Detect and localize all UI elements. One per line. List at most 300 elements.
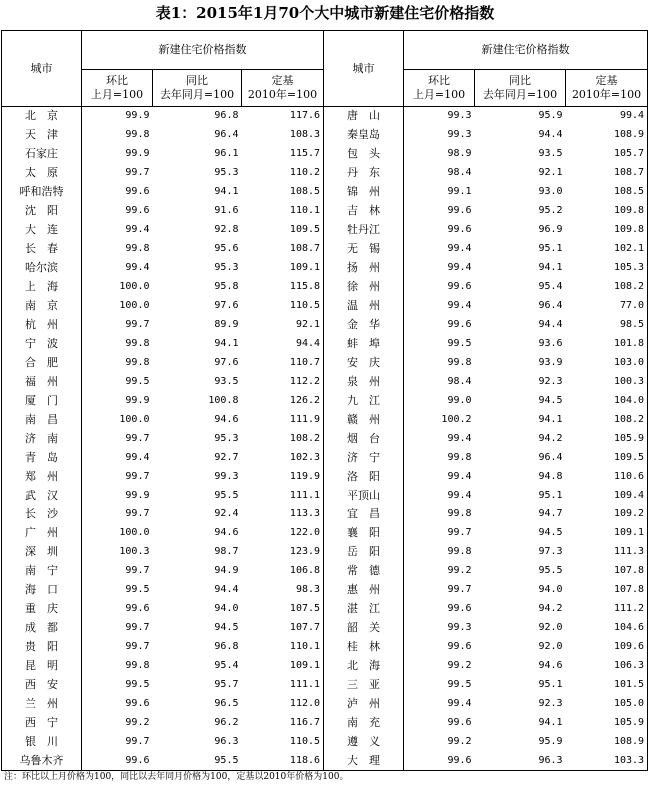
left-city-cell: 南 昌 xyxy=(2,410,82,429)
right-yoy-cell: 97.3 xyxy=(538,546,563,558)
left-yoy-cell: 99.3 xyxy=(214,470,239,482)
left-base-cell: 111.9 xyxy=(242,410,324,429)
right-city-cell: 遵 义 xyxy=(324,732,404,751)
left-city-cell: 西 宁 xyxy=(2,714,82,733)
left-city-cell: 海 口 xyxy=(2,581,82,600)
right-yoy-cell: 94.5 xyxy=(538,394,563,406)
right-city-cell: 温 州 xyxy=(324,297,404,316)
right-mom-cell: 99.3 xyxy=(447,129,472,141)
right-base-cell: 102.1 xyxy=(566,240,648,259)
table-row xyxy=(2,315,648,334)
right-base-cell: 101.5 xyxy=(566,676,648,695)
right-base-cell: 109.2 xyxy=(566,505,648,524)
left-yoy-cell: 95.3 xyxy=(214,262,239,274)
right-mom-cell: 99.7 xyxy=(447,584,472,596)
right-yoy-cell: 95.1 xyxy=(538,489,563,501)
left-base-cell: 106.8 xyxy=(242,562,324,581)
right-city-cell: 桂 林 xyxy=(324,638,404,657)
right-mom-cell: 98.4 xyxy=(447,375,472,387)
left-base-cell: 92.1 xyxy=(242,315,324,334)
left-base-cell: 108.5 xyxy=(242,183,324,202)
right-mom-cell: 99.8 xyxy=(447,451,472,463)
table-row xyxy=(2,145,648,164)
left-yoy-cell: 96.2 xyxy=(214,716,239,728)
left-yoy-cell: 92.7 xyxy=(214,451,239,463)
right-city-cell: 平顶山 xyxy=(324,486,404,505)
right-base-cell: 107.8 xyxy=(566,581,648,600)
left-city-cell: 长 沙 xyxy=(2,505,82,524)
left-mom-cell: 99.5 xyxy=(125,584,150,596)
left-city-cell: 贵 阳 xyxy=(2,638,82,657)
left-yoy-cell: 92.4 xyxy=(214,508,239,520)
table-row xyxy=(2,638,648,657)
left-base-cell: 110.1 xyxy=(242,638,324,657)
right-yoy-cell: 96.3 xyxy=(475,751,566,770)
right-city-cell: 襄 阳 xyxy=(324,524,404,543)
table-row xyxy=(2,429,648,448)
left-city-cell: 成 都 xyxy=(2,619,82,638)
left-yoy-cell: 94.5 xyxy=(214,622,239,634)
left-yoy-cell: 95.3 xyxy=(214,432,239,444)
right-city-cell: 徐 州 xyxy=(324,278,404,297)
left-base-cell: 108.7 xyxy=(242,240,324,259)
right-yoy-cell: 94.2 xyxy=(538,432,563,444)
table-row xyxy=(2,353,648,372)
right-base-cell: 108.5 xyxy=(566,183,648,202)
left-mom-cell: 99.7 xyxy=(125,508,150,520)
left-city-cell: 天 津 xyxy=(2,126,82,145)
right-yoy-cell: 95.1 xyxy=(538,679,563,691)
right-yoy-cell: 94.5 xyxy=(538,527,563,539)
left-city-cell: 郑 州 xyxy=(2,467,82,486)
right-base-cell: 109.1 xyxy=(566,524,648,543)
right-city-cell: 包 头 xyxy=(324,145,404,164)
right-mom-cell: 99.6 xyxy=(447,281,472,293)
left-city-cell: 合 肥 xyxy=(2,353,82,372)
left-base-cell: 126.2 xyxy=(242,391,324,410)
right-city-cell: 扬 州 xyxy=(324,259,404,278)
left-yoy-cell: 94.1 xyxy=(214,337,239,349)
left-mom-cell: 99.2 xyxy=(125,716,150,728)
table-row xyxy=(2,164,648,183)
right-mom-cell: 99.2 xyxy=(447,565,472,577)
city-header-left: 城市 xyxy=(2,31,82,107)
right-yoy-cell: 92.3 xyxy=(538,375,563,387)
right-base-cell: 101.8 xyxy=(566,334,648,353)
left-base-cell: 98.3 xyxy=(242,581,324,600)
left-yoy-cell: 100.8 xyxy=(208,394,239,406)
right-yoy-cell: 92.0 xyxy=(538,641,563,653)
right-base-cell: 109.4 xyxy=(566,486,648,505)
left-mom-cell: 100.0 xyxy=(119,527,150,539)
right-yoy-cell: 94.0 xyxy=(538,584,563,596)
left-base-cell: 115.7 xyxy=(242,145,324,164)
table-row xyxy=(2,448,648,467)
yoy-header-right: 同比 去年同月=100 xyxy=(475,70,566,107)
right-yoy-cell: 96.4 xyxy=(538,451,563,463)
left-yoy-cell: 96.5 xyxy=(214,698,239,710)
left-city-cell: 昆 明 xyxy=(2,657,82,676)
right-mom-cell: 99.2 xyxy=(447,735,472,747)
right-city-cell: 锦 州 xyxy=(324,183,404,202)
right-base-cell: 105.9 xyxy=(566,429,648,448)
left-mom-cell: 99.7 xyxy=(125,622,150,634)
right-mom-cell: 98.4 xyxy=(447,167,472,179)
left-yoy-cell: 94.6 xyxy=(214,527,239,539)
right-yoy-cell: 94.2 xyxy=(538,603,563,615)
right-base-cell: 109.8 xyxy=(566,221,648,240)
left-base-cell: 112.0 xyxy=(242,695,324,714)
left-mom-cell: 99.9 xyxy=(125,110,150,122)
left-yoy-cell: 95.3 xyxy=(214,167,239,179)
right-base-cell: 111.3 xyxy=(566,543,648,562)
left-city-cell: 杭 州 xyxy=(2,315,82,334)
right-city-cell: 大 理 xyxy=(324,751,404,770)
left-base-cell: 116.7 xyxy=(242,714,324,733)
left-mom-cell: 99.6 xyxy=(125,698,150,710)
table-row xyxy=(2,562,648,581)
right-mom-cell: 99.6 xyxy=(447,603,472,615)
right-base-cell: 77.0 xyxy=(566,297,648,316)
left-city-cell: 石家庄 xyxy=(2,145,82,164)
right-yoy-cell: 92.3 xyxy=(538,698,563,710)
left-base-cell: 107.7 xyxy=(242,619,324,638)
right-city-cell: 唐 山 xyxy=(324,107,404,126)
right-base-cell: 108.9 xyxy=(566,732,648,751)
right-base-cell: 109.6 xyxy=(566,638,648,657)
table-row xyxy=(2,695,648,714)
right-mom-cell: 99.3 xyxy=(447,622,472,634)
left-mom-cell: 99.8 xyxy=(125,660,150,672)
left-city-cell: 北 京 xyxy=(2,107,82,126)
table-row xyxy=(2,126,648,145)
right-yoy-cell: 94.1 xyxy=(538,413,563,425)
right-city-cell: 岳 阳 xyxy=(324,543,404,562)
left-base-cell: 111.1 xyxy=(242,486,324,505)
table-row xyxy=(2,259,648,278)
left-base-cell: 108.3 xyxy=(242,126,324,145)
table-row xyxy=(2,391,648,410)
right-base-cell: 105.7 xyxy=(566,145,648,164)
left-yoy-cell: 96.8 xyxy=(214,641,239,653)
left-mom-cell: 99.8 xyxy=(125,243,150,255)
table-row xyxy=(2,486,648,505)
table-row xyxy=(2,581,648,600)
right-mom-cell: 99.4 xyxy=(447,243,472,255)
table-title: 表1：2015年1月70个大中城市新建住宅价格指数 xyxy=(155,4,495,22)
right-city-cell: 泸 州 xyxy=(324,695,404,714)
left-city-cell: 哈尔滨 xyxy=(2,259,82,278)
left-base-cell: 115.8 xyxy=(242,278,324,297)
right-yoy-cell: 92.1 xyxy=(538,167,563,179)
right-yoy-cell: 94.1 xyxy=(538,262,563,274)
left-yoy-cell: 94.1 xyxy=(214,186,239,198)
left-mom-cell: 99.4 xyxy=(125,224,150,236)
right-base-cell: 109.5 xyxy=(566,448,648,467)
right-city-cell: 常 德 xyxy=(324,562,404,581)
left-base-cell: 107.5 xyxy=(242,600,324,619)
left-yoy-cell: 92.8 xyxy=(214,224,239,236)
right-base-cell: 105.0 xyxy=(566,695,648,714)
left-yoy-cell: 94.0 xyxy=(214,603,239,615)
right-yoy-cell: 94.1 xyxy=(538,716,563,728)
table-row xyxy=(2,732,648,751)
right-city-cell: 济 宁 xyxy=(324,448,404,467)
left-base-cell: 110.7 xyxy=(242,353,324,372)
group-header-left: 新建住宅价格指数 xyxy=(82,31,324,70)
table-row xyxy=(2,676,648,695)
left-mom-cell: 99.7 xyxy=(125,432,150,444)
right-city-cell: 湛 江 xyxy=(324,600,404,619)
left-city-cell: 广 州 xyxy=(2,524,82,543)
left-yoy-cell: 96.8 xyxy=(214,110,239,122)
right-mom-cell: 99.6 xyxy=(447,224,472,236)
left-city-cell: 南 京 xyxy=(2,297,82,316)
right-base-cell: 100.3 xyxy=(566,372,648,391)
left-base-cell: 111.1 xyxy=(242,676,324,695)
table-row xyxy=(2,240,648,259)
right-mom-cell: 99.7 xyxy=(447,527,472,539)
left-mom-cell: 99.5 xyxy=(125,375,150,387)
mom-header-left: 环比 上月=100 xyxy=(82,70,153,107)
left-mom-cell: 99.8 xyxy=(125,356,150,368)
left-city-cell: 西 安 xyxy=(2,676,82,695)
left-yoy-cell: 89.9 xyxy=(214,318,239,330)
table-row xyxy=(2,657,648,676)
left-mom-cell: 99.7 xyxy=(125,735,150,747)
left-city-cell: 兰 州 xyxy=(2,695,82,714)
right-yoy-cell: 94.4 xyxy=(538,318,563,330)
left-base-cell: 102.3 xyxy=(242,448,324,467)
left-mom-cell: 99.7 xyxy=(125,318,150,330)
left-yoy-cell: 96.4 xyxy=(214,129,239,141)
left-mom-cell: 99.7 xyxy=(125,167,150,179)
left-mom-cell: 99.6 xyxy=(125,603,150,615)
left-mom-cell: 99.9 xyxy=(125,148,150,160)
right-city-cell: 金 华 xyxy=(324,315,404,334)
left-mom-cell: 100.0 xyxy=(119,281,150,293)
right-mom-cell: 99.1 xyxy=(447,186,472,198)
left-yoy-cell: 93.5 xyxy=(214,375,239,387)
right-mom-cell: 99.3 xyxy=(447,110,472,122)
right-city-cell: 无 锡 xyxy=(324,240,404,259)
left-mom-cell: 100.0 xyxy=(119,413,150,425)
right-yoy-cell: 93.0 xyxy=(538,186,563,198)
left-mom-cell: 99.8 xyxy=(125,337,150,349)
table-row xyxy=(2,751,648,770)
right-yoy-cell: 94.6 xyxy=(538,660,563,672)
right-mom-cell: 99.8 xyxy=(447,546,472,558)
right-city-cell: 宜 昌 xyxy=(324,505,404,524)
right-base-cell: 110.6 xyxy=(566,467,648,486)
right-city-cell: 丹 东 xyxy=(324,164,404,183)
table-row xyxy=(2,372,648,391)
right-mom-cell: 99.8 xyxy=(447,508,472,520)
left-yoy-cell: 97.6 xyxy=(214,300,239,311)
right-mom-cell: 99.6 xyxy=(447,205,472,217)
left-yoy-cell: 95.5 xyxy=(214,489,239,501)
left-city-cell: 宁 波 xyxy=(2,334,82,353)
left-city-cell: 济 南 xyxy=(2,429,82,448)
right-mom-cell: 99.4 xyxy=(447,432,472,444)
right-mom-cell: 99.6 xyxy=(447,318,472,330)
left-base-cell: 118.6 xyxy=(242,751,324,770)
right-mom-cell: 99.4 xyxy=(447,489,472,501)
right-base-cell: 108.2 xyxy=(566,410,648,429)
base-header-left: 定基 2010年=100 xyxy=(242,70,324,107)
right-yoy-cell: 96.4 xyxy=(538,300,563,311)
left-mom-cell: 99.8 xyxy=(125,129,150,141)
right-yoy-cell: 94.4 xyxy=(538,129,563,141)
table-row xyxy=(2,278,648,297)
left-mom-cell: 99.6 xyxy=(125,186,150,198)
left-mom-cell: 99.7 xyxy=(125,470,150,482)
left-city-cell: 南 宁 xyxy=(2,562,82,581)
left-city-cell: 厦 门 xyxy=(2,391,82,410)
left-mom-cell: 99.4 xyxy=(125,451,150,463)
group-header-right: 新建住宅价格指数 xyxy=(404,31,648,70)
left-yoy-cell: 97.6 xyxy=(214,356,239,368)
left-city-cell: 武 汉 xyxy=(2,486,82,505)
table-row xyxy=(2,107,648,126)
right-city-cell: 三 亚 xyxy=(324,676,404,695)
right-yoy-cell: 95.1 xyxy=(538,243,563,255)
right-yoy-cell: 92.0 xyxy=(538,622,563,634)
left-city-cell: 长 春 xyxy=(2,240,82,259)
right-mom-cell: 99.4 xyxy=(447,262,472,274)
right-base-cell: 107.8 xyxy=(566,562,648,581)
right-city-cell: 安 庆 xyxy=(324,353,404,372)
table-row xyxy=(2,334,648,353)
right-base-cell: 105.3 xyxy=(566,259,648,278)
right-mom-cell: 99.4 xyxy=(447,470,472,482)
right-mom-cell: 98.9 xyxy=(447,148,472,160)
right-city-cell: 牡丹江 xyxy=(324,221,404,240)
left-base-cell: 113.3 xyxy=(242,505,324,524)
left-city-cell: 青 岛 xyxy=(2,448,82,467)
right-yoy-cell: 95.2 xyxy=(538,205,563,217)
right-yoy-cell: 93.5 xyxy=(538,148,563,160)
left-base-cell: 109.5 xyxy=(242,221,324,240)
left-city-cell: 乌鲁木齐 xyxy=(2,751,82,770)
right-mom-cell: 99.6 xyxy=(404,751,475,770)
table-row xyxy=(2,202,648,221)
left-yoy-cell: 95.7 xyxy=(214,679,239,691)
right-city-cell: 南 充 xyxy=(324,714,404,733)
left-mom-cell: 99.5 xyxy=(125,679,150,691)
left-yoy-cell: 95.4 xyxy=(214,660,239,672)
right-yoy-cell: 95.9 xyxy=(538,735,563,747)
right-base-cell: 108.7 xyxy=(566,164,648,183)
right-base-cell: 103.0 xyxy=(566,353,648,372)
left-city-cell: 呼和浩特 xyxy=(2,183,82,202)
left-city-cell: 大 连 xyxy=(2,221,82,240)
right-yoy-cell: 95.5 xyxy=(538,565,563,577)
left-mom-cell: 99.6 xyxy=(125,205,150,217)
left-mom-cell: 100.3 xyxy=(119,546,150,558)
footnote: 注：环比以上月价格为100，同比以去年同月价格为100，定基以2010年价格为100。 xyxy=(4,772,349,782)
right-city-cell: 泉 州 xyxy=(324,372,404,391)
left-base-cell: 94.4 xyxy=(242,334,324,353)
left-yoy-cell: 94.4 xyxy=(214,584,239,596)
left-yoy-cell: 95.5 xyxy=(153,751,242,770)
right-base-cell: 108.9 xyxy=(566,126,648,145)
right-base-cell: 108.2 xyxy=(566,278,648,297)
right-yoy-cell: 95.4 xyxy=(538,281,563,293)
left-mom-cell: 99.7 xyxy=(125,565,150,577)
right-yoy-cell: 96.9 xyxy=(538,224,563,236)
right-yoy-cell: 95.9 xyxy=(538,110,563,122)
left-base-cell: 117.6 xyxy=(242,107,324,126)
table-row xyxy=(2,221,648,240)
yoy-header-left: 同比 去年同月=100 xyxy=(153,70,242,107)
table-row xyxy=(2,467,648,486)
right-base-cell: 98.5 xyxy=(566,315,648,334)
left-mom-cell: 100.0 xyxy=(119,300,150,311)
left-yoy-cell: 96.3 xyxy=(214,735,239,747)
right-city-cell: 蚌 埠 xyxy=(324,334,404,353)
right-city-cell: 秦皇岛 xyxy=(324,126,404,145)
left-yoy-cell: 91.6 xyxy=(214,205,239,217)
base-header-right: 定基 2010年=100 xyxy=(566,70,648,107)
right-mom-cell: 100.2 xyxy=(441,413,472,425)
left-city-cell: 重 庆 xyxy=(2,600,82,619)
right-mom-cell: 99.6 xyxy=(447,641,472,653)
right-city-cell: 北 海 xyxy=(324,657,404,676)
right-yoy-cell: 93.9 xyxy=(538,356,563,368)
right-mom-cell: 99.0 xyxy=(447,394,472,406)
left-base-cell: 109.1 xyxy=(242,259,324,278)
table-row xyxy=(2,619,648,638)
table-row xyxy=(2,524,648,543)
right-mom-cell: 99.5 xyxy=(447,679,472,691)
right-mom-cell: 99.8 xyxy=(447,356,472,368)
right-city-cell: 洛 阳 xyxy=(324,467,404,486)
left-base-cell: 110.5 xyxy=(242,297,324,316)
right-city-cell: 赣 州 xyxy=(324,410,404,429)
left-base-cell: 123.9 xyxy=(242,543,324,562)
right-yoy-cell: 94.8 xyxy=(538,470,563,482)
right-base-cell: 109.8 xyxy=(566,202,648,221)
right-base-cell: 99.4 xyxy=(566,107,648,126)
left-yoy-cell: 98.7 xyxy=(214,546,239,558)
right-base-cell: 104.6 xyxy=(566,619,648,638)
table-row xyxy=(2,714,648,733)
left-yoy-cell: 96.1 xyxy=(214,148,239,160)
table-row xyxy=(2,297,648,316)
right-mom-cell: 99.6 xyxy=(447,716,472,728)
left-city-cell: 银 川 xyxy=(2,732,82,751)
table-row xyxy=(2,600,648,619)
left-yoy-cell: 94.9 xyxy=(214,565,239,577)
left-base-cell: 110.2 xyxy=(242,164,324,183)
left-yoy-cell: 95.8 xyxy=(214,281,239,293)
right-mom-cell: 99.4 xyxy=(447,300,472,311)
left-mom-cell: 99.9 xyxy=(125,489,150,501)
table-row xyxy=(2,183,648,202)
table-row xyxy=(2,505,648,524)
left-mom-cell: 99.4 xyxy=(125,262,150,274)
left-mom-cell: 99.9 xyxy=(125,394,150,406)
right-base-cell: 103.3 xyxy=(566,751,648,770)
left-city-cell: 沈 阳 xyxy=(2,202,82,221)
price-index-table xyxy=(1,30,648,771)
left-base-cell: 119.9 xyxy=(242,467,324,486)
mom-header-right: 环比 上月=100 xyxy=(404,70,475,107)
left-mom-cell: 99.6 xyxy=(82,751,153,770)
right-base-cell: 111.2 xyxy=(566,600,648,619)
right-city-cell: 九 江 xyxy=(324,391,404,410)
